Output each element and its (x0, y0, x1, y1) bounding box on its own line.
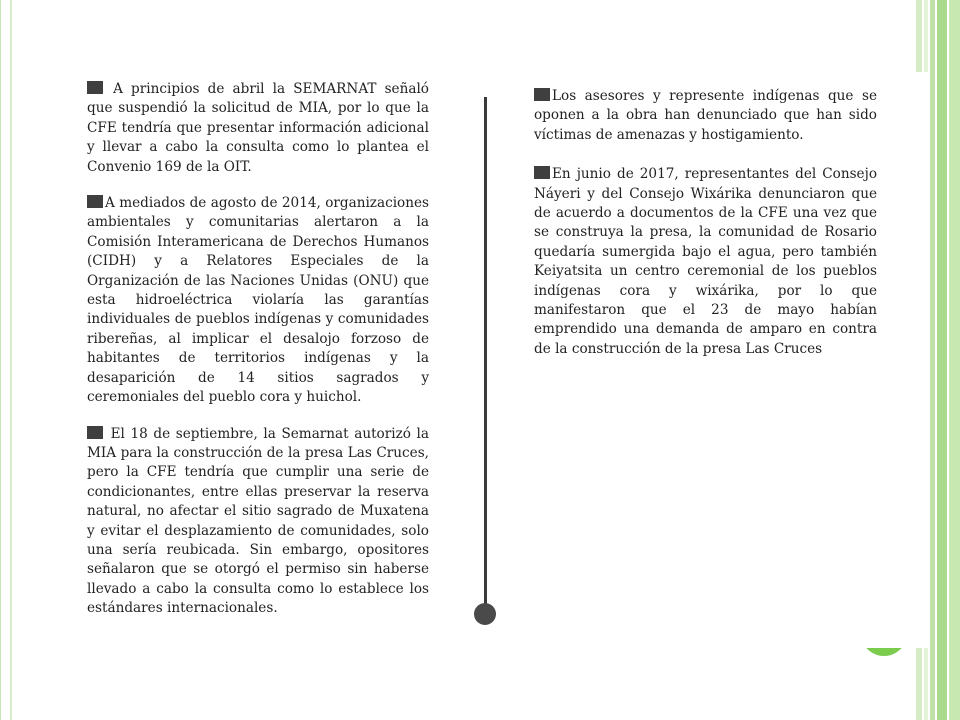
frame-band-right (949, 0, 960, 720)
left-text-column (87, 80, 429, 636)
paragraph-text: A mediados de agosto de 2014, organizaciones ambientales y comunitarias alertaron a la Comisión Interamericana de Derechos Humanos (CIDH) y a Relatores Especiales de la Organización de las Naciones Unidas (ONU) que esta hidroeléctrica violaría las garantías individuales de pueblos indígenas y comunidades ribereñas, al implicar el desalojo forzoso de habitantes de territorios indígenas y la desaparición de 14 sitios sagrados y ceremoniales del pueblo cora y huichol. (87, 195, 429, 406)
paragraph-agosto-2014 (87, 194, 429, 407)
right-text-column (534, 87, 877, 379)
paragraph-asesores (534, 87, 877, 145)
paragraph-text: El 18 de septiembre, la Semarnat autorizó la MIA para la construcción de la presa Las Cruces, pero la CFE tendría que cumplir una serie de condicionantes, entre ellas preservar la reserva natural, no afectar el sitio sagrado de Muxatena y evitar el desplazamiento de comunidades, solo una sería reubicada. Sin embargo, opositores señalaron que se otorgó el permiso sin haberse llevado a cabo la consulta como lo establece los estándares internacionales. (87, 425, 429, 617)
square-bullet-icon (87, 195, 103, 208)
timeline-line (484, 97, 487, 609)
frame-band-right (930, 0, 935, 720)
paragraph-text: En junio de 2017, representantes del Consejo Náyeri y del Consejo Wixárika denunciaron que de acuerdo a documentos de la CFE una vez que se construya la presa, la comunidad de Rosario quedaría sumergida bajo el agua, pero también Keiyatsita un centro ceremonial de los pueblos indígenas cora y wixárika, por lo que manifestaron que el 23 de mayo habían emprendido una demanda de amparo en contra de la construcción de la presa Las Cruces (534, 166, 877, 357)
paragraph-septiembre (87, 425, 429, 619)
timeline-end-dot (474, 603, 496, 625)
paragraph-text: A principios de abril la SEMARNAT señaló que suspendió la solicitud de MIA, por lo que la CFE tendría que presentar información adicional y llevar a cabo la consulta como lo plantea el Convenio 169 de la OIT. (87, 81, 429, 175)
frame-band-right (937, 0, 947, 720)
square-bullet-icon (87, 81, 103, 94)
paragraph-abril (87, 80, 429, 177)
frame-line-left-outer (0, 0, 1, 720)
paragraph-junio-2017 (534, 165, 877, 359)
paragraph-text: Los asesores y represente indígenas que se oponen a la obra han denunciado que han sido víctimas de amenazas y hostigamiento. (534, 88, 877, 143)
square-bullet-icon (87, 426, 103, 439)
square-bullet-icon (534, 88, 550, 101)
square-bullet-icon (534, 166, 550, 179)
